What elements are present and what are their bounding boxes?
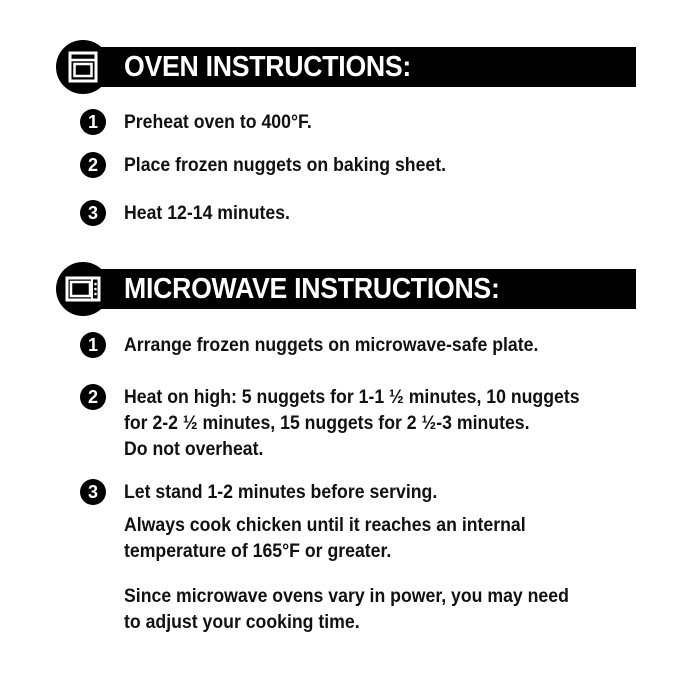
step-text (124, 201, 608, 227)
microwave-icon (56, 262, 110, 316)
step-text-line: Do not overheat. (124, 439, 264, 460)
step-number-badge: 1 (80, 109, 106, 135)
step-text-line: Preheat oven to 400°F. (124, 112, 312, 133)
step-text-line: Place frozen nuggets on baking sheet. (124, 155, 447, 176)
step-number-badge: 2 (80, 384, 106, 410)
step-text-line: Arrange frozen nuggets on microwave-safe plate. (124, 335, 539, 356)
step-number-badge: 1 (80, 332, 106, 358)
note-line: to adjust your cooking time. (124, 612, 360, 633)
step-number-badge: 3 (80, 479, 106, 505)
step-number-badge: 3 (80, 200, 106, 226)
microwave-power-note (124, 584, 626, 636)
note-line: Always cook chicken until it reaches an internal (124, 515, 526, 536)
microwave-instructions-title: MICROWAVE INSTRUCTIONS: (124, 273, 500, 305)
step-text-line: Heat 12-14 minutes. (124, 203, 290, 224)
oven-instructions-title: OVEN INSTRUCTIONS: (124, 51, 412, 83)
step-text-line: for 2-2 ½ minutes, 15 nuggets for 2 ½-3 minutes. (124, 413, 530, 434)
step-text-line: Let stand 1-2 minutes before serving. (124, 482, 438, 503)
note-line: temperature of 165°F or greater. (124, 541, 392, 562)
step-text (124, 333, 608, 359)
microwave-instructions-header (56, 262, 636, 316)
food-safety-note (124, 513, 626, 565)
step-number-badge: 2 (80, 152, 106, 178)
step-text (124, 153, 608, 179)
note-line: Since microwave ovens vary in power, you may need (124, 586, 569, 607)
step-text-line: Heat on high: 5 nuggets for 1-1 ½ minutes, 10 nuggets (124, 387, 580, 408)
oven-instructions-header (56, 40, 636, 94)
oven-icon (56, 40, 110, 94)
step-text (124, 480, 608, 506)
step-text (124, 385, 608, 463)
step-text (124, 110, 608, 136)
